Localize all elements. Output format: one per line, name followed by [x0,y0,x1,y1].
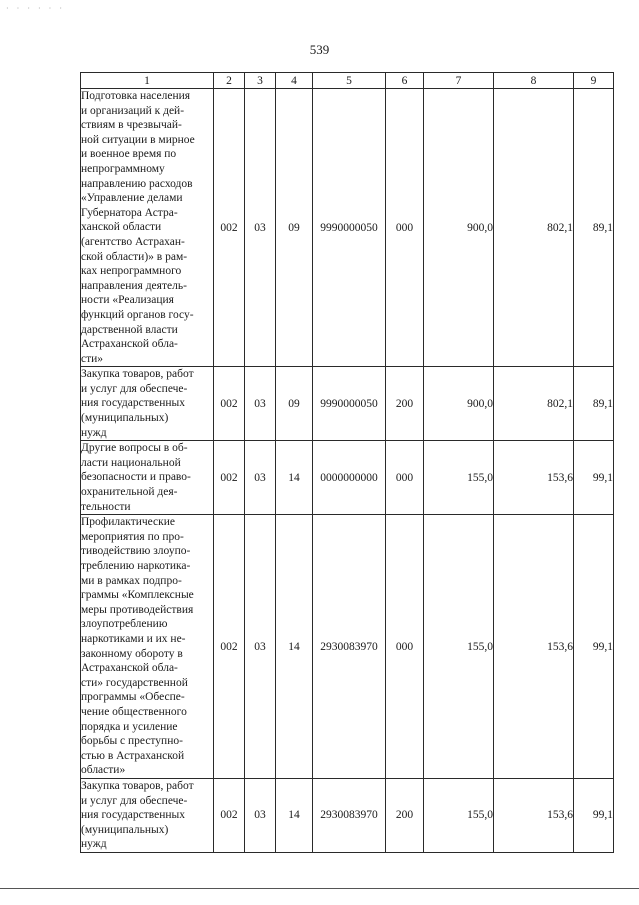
value-percent: 99,1 [574,778,614,852]
code-target-article: 2930083970 [313,515,386,779]
value-executed: 802,1 [494,367,574,441]
header-cell-9: 9 [574,73,614,89]
description-line: Профилактические [81,516,175,529]
description-line: нужд [81,838,107,851]
header-cell-2: 2 [214,73,245,89]
value-planned: 155,0 [424,515,494,779]
row-description [81,89,214,367]
description-line: Подготовка населения [81,90,191,102]
row-description [81,778,214,852]
description-line: меры противодействия [81,603,194,616]
table-row [81,778,614,852]
description-line: Закупка товаров, работ [81,779,194,792]
description-line: ми в рамках подпро- [81,574,182,587]
description-line: ханской области [81,221,162,234]
description-line: направлению расходов [81,177,193,190]
header-row [81,73,614,89]
description-line: ствиям в чрезвычай- [81,119,182,132]
code-subsection: 09 [276,89,313,367]
table-row [81,515,614,779]
header-cell-8: 8 [494,73,574,89]
description-line: «Управление делами [81,192,183,205]
description-line: сти» [81,352,104,365]
description-line: Губернатора Астра- [81,206,178,219]
budget-table [80,72,614,853]
description-line: программы «Обеспе- [81,691,185,704]
description-line: дарственной власти [81,323,178,336]
description-line: безопасности и право- [81,471,191,484]
value-percent: 89,1 [574,367,614,441]
description-line: (муниципальных) [81,412,169,425]
value-percent: 99,1 [574,441,614,515]
description-line: и услуг для обеспече- [81,794,188,807]
description-line: сти» государственной [81,676,188,689]
description-line: стью в Астраханской [81,749,185,762]
code-chapter: 002 [214,367,245,441]
description-line: Астраханской обла- [81,338,178,351]
code-expense-type: 200 [386,367,424,441]
description-line: ласти национальной [81,456,181,469]
code-chapter: 002 [214,441,245,515]
description-line: нужд [81,426,107,439]
code-expense-type: 200 [386,778,424,852]
code-target-article: 0000000000 [313,441,386,515]
header-cell-1: 1 [81,73,214,89]
table-row [81,441,614,515]
code-section: 03 [245,367,276,441]
description-line: наркотиками и их не- [81,632,186,645]
description-line: злоупотреблению [81,618,168,631]
description-line: (агентство Астрахан- [81,235,185,248]
code-subsection: 09 [276,367,313,441]
description-line: ния государственных [81,809,186,822]
description-line: тельности [81,500,131,513]
value-percent: 89,1 [574,89,614,367]
table-row [81,367,614,441]
page-number: 539 [309,42,330,57]
description-line: Астраханской обла- [81,662,178,675]
value-planned: 155,0 [424,778,494,852]
description-line: области» [81,764,126,777]
description-line: ской области)» в рам- [81,250,188,263]
description-line: законному обороту в [81,647,183,660]
header-cell-3: 3 [245,73,276,89]
description-line: Закупка товаров, работ [81,368,194,381]
header-cell-4: 4 [276,73,313,89]
description-line: ках непрограммного [81,265,182,278]
description-line: тиводействию злоупо- [81,545,191,558]
scan-noise: · · · · · · [6,4,65,13]
description-line: треблению наркотика- [81,560,191,572]
table-body [81,89,614,853]
bottom-rule [0,888,639,889]
code-chapter: 002 [214,515,245,779]
value-planned: 155,0 [424,441,494,515]
value-planned: 900,0 [424,367,494,441]
code-target-article: 2930083970 [313,778,386,852]
code-expense-type: 000 [386,89,424,367]
header-cell-7: 7 [424,73,494,89]
description-line: ной ситуации в мирное [81,133,195,146]
code-chapter: 002 [214,89,245,367]
description-line: (муниципальных) [81,823,169,836]
code-expense-type: 000 [386,515,424,779]
code-section: 03 [245,515,276,779]
value-executed: 153,6 [494,778,574,852]
description-line: борьбы с преступно- [81,735,183,748]
value-planned: 900,0 [424,89,494,367]
description-line: ности «Реализация [81,294,174,307]
description-line: ния государственных [81,397,186,410]
description-line: Другие вопросы в об- [81,442,188,455]
header-cell-5: 5 [313,73,386,89]
table-row [81,89,614,367]
description-line: мероприятия по про- [81,530,184,543]
code-subsection: 14 [276,515,313,779]
code-section: 03 [245,89,276,367]
description-line: чение общественного [81,705,187,718]
code-subsection: 14 [276,778,313,852]
description-line: охранительной дея- [81,486,178,499]
value-percent: 99,1 [574,515,614,779]
row-description [81,441,214,515]
description-line: порядка и усиление [81,720,178,733]
description-line: непрограммному [81,162,165,175]
row-description [81,515,214,779]
description-line: граммы «Комплексные [81,589,194,602]
code-expense-type: 000 [386,441,424,515]
description-line: функций органов госу- [81,308,194,321]
code-subsection: 14 [276,441,313,515]
header-cell-6: 6 [386,73,424,89]
value-executed: 153,6 [494,515,574,779]
description-line: направления деятель- [81,279,187,292]
value-executed: 802,1 [494,89,574,367]
description-line: и военное время по [81,148,177,161]
code-chapter: 002 [214,778,245,852]
code-section: 03 [245,778,276,852]
description-line: и организаций к дей- [81,104,185,117]
code-target-article: 9990000050 [313,89,386,367]
row-description [81,367,214,441]
value-executed: 153,6 [494,441,574,515]
code-target-article: 9990000050 [313,367,386,441]
code-section: 03 [245,441,276,515]
description-line: и услуг для обеспече- [81,382,188,395]
